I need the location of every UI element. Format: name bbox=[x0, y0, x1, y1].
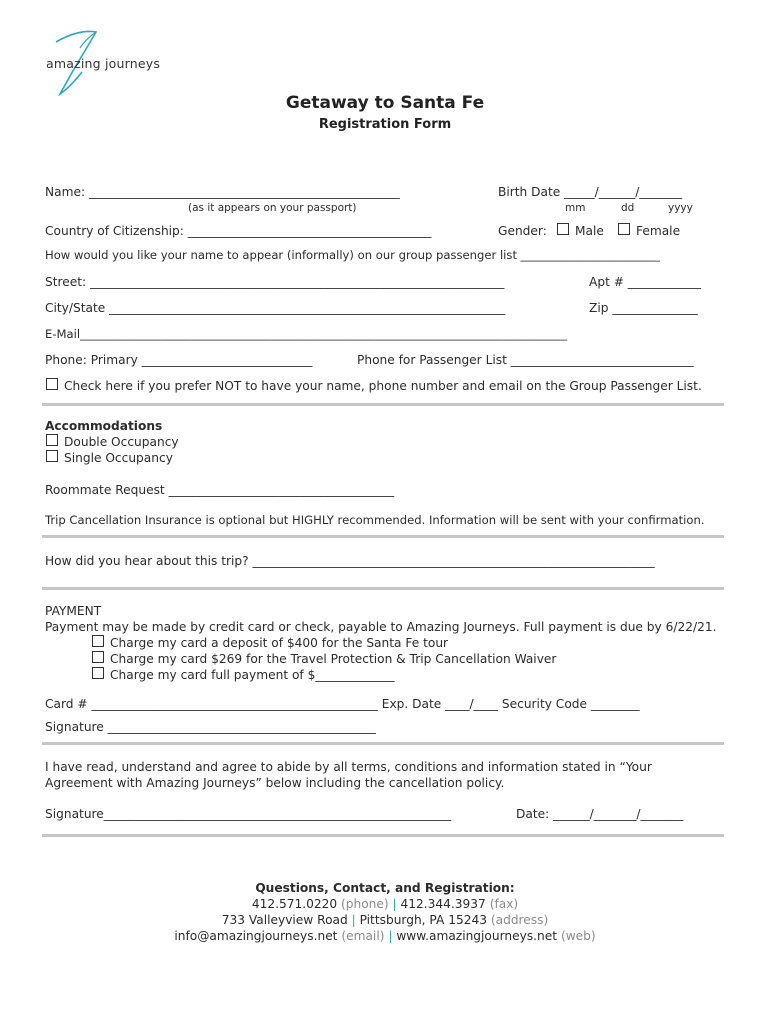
phone-primary-field[interactable]: Phone: Primary ____________________________ bbox=[45, 353, 313, 367]
footer-web[interactable]: www.amazingjourneys.net bbox=[396, 929, 558, 943]
divider bbox=[42, 742, 724, 745]
zip-field[interactable]: Zip ______________ bbox=[589, 301, 698, 315]
optout-checkbox[interactable] bbox=[46, 378, 58, 390]
footer-fax-tag: (fax) bbox=[489, 897, 519, 911]
agreement-line-1: I have read, understand and agree to abide by all terms, conditions and information stated in “Your bbox=[45, 760, 652, 774]
divider bbox=[42, 403, 724, 406]
full-payment-checkbox[interactable] bbox=[92, 667, 104, 679]
gender-male-label: Male bbox=[575, 224, 604, 238]
citizenship-field[interactable]: Country of Citizenship: ________________________________________ bbox=[45, 224, 432, 238]
footer-fax: 412.344.3937 bbox=[400, 897, 486, 911]
logo-text: amazing journeys bbox=[46, 56, 161, 71]
footer-heading: Questions, Contact, and Registration: bbox=[255, 881, 515, 895]
divider bbox=[42, 535, 724, 538]
hear-about-field[interactable]: How did you hear about this trip? __________________________________________________________________ bbox=[45, 554, 655, 568]
waiver-label: Charge my card $269 for the Travel Protection & Trip Cancellation Waiver bbox=[110, 652, 557, 666]
double-occupancy-checkbox[interactable] bbox=[46, 434, 58, 446]
street-field[interactable]: Street: ____________________________________________________________________ bbox=[45, 275, 505, 289]
footer-address-tag: (address) bbox=[490, 913, 549, 927]
footer-street: 733 Valleyview Road bbox=[221, 913, 348, 927]
waiver-checkbox[interactable] bbox=[92, 651, 104, 663]
agreement-date-field[interactable]: Date: ______/_______/_______ bbox=[516, 807, 684, 821]
divider bbox=[42, 587, 724, 590]
double-occupancy-label: Double Occupancy bbox=[64, 435, 179, 449]
accommodations-heading: Accommodations bbox=[45, 419, 163, 433]
page-subtitle: Registration Form bbox=[318, 117, 452, 132]
footer-phone[interactable]: 412.571.0220 bbox=[251, 897, 338, 911]
logo bbox=[44, 26, 161, 98]
birth-date-field[interactable]: Birth Date _____/______/_______ bbox=[498, 185, 683, 199]
footer-address-line bbox=[0, 913, 770, 927]
gender-female-checkbox[interactable] bbox=[618, 223, 630, 235]
informal-name-field[interactable]: How would you like your name to appear (informally) on our group passenger list ________________________ bbox=[45, 248, 660, 262]
footer-separator: | bbox=[351, 913, 356, 927]
deposit-label: Charge my card a deposit of $400 for the Santa Fe tour bbox=[110, 636, 449, 650]
divider bbox=[42, 834, 724, 837]
footer-email[interactable]: info@amazingjourneys.net bbox=[174, 929, 338, 943]
city-state-field[interactable]: City/State _________________________________________________________________ bbox=[45, 301, 506, 315]
birth-date-yyyy: yyyy bbox=[668, 202, 693, 214]
single-occupancy-label: Single Occupancy bbox=[64, 451, 173, 465]
deposit-checkbox[interactable] bbox=[92, 635, 104, 647]
agreement-signature-field[interactable]: Signature_________________________________________________________ bbox=[45, 807, 452, 821]
optout-label: Check here if you prefer NOT to have your name, phone number and email on the Group Passenger List. bbox=[64, 379, 702, 393]
gender-label: Gender: bbox=[498, 224, 547, 238]
birth-date-dd: dd bbox=[621, 202, 635, 214]
footer-separator: | bbox=[388, 929, 393, 943]
footer-city: Pittsburgh, PA 15243 bbox=[359, 913, 487, 927]
footer-web-tag: (web) bbox=[560, 929, 596, 943]
footer-web-line bbox=[0, 929, 770, 943]
footer-separator: | bbox=[392, 897, 397, 911]
insurance-note: Trip Cancellation Insurance is optional but HIGHLY recommended. Information will be sent with your confirmation. bbox=[45, 513, 705, 527]
full-payment-label[interactable]: Charge my card full payment of $_____________ bbox=[110, 668, 395, 682]
payment-signature-field[interactable]: Signature ____________________________________________ bbox=[45, 720, 376, 734]
card-field[interactable]: Card # _______________________________________________ Exp. Date ____/____ Security Code ________ bbox=[45, 697, 640, 711]
gender-female-label: Female bbox=[636, 224, 681, 238]
name-field[interactable]: Name: ___________________________________________________ bbox=[45, 185, 400, 199]
footer-email-tag: (email) bbox=[341, 929, 385, 943]
single-occupancy-checkbox[interactable] bbox=[46, 450, 58, 462]
email-field[interactable]: E-Mail____________________________________________________________________________________ bbox=[45, 327, 567, 341]
footer-phone-line bbox=[0, 897, 770, 911]
agreement-line-2: Agreement with Amazing Journeys” below including the cancellation policy. bbox=[45, 776, 505, 790]
phone-passenger-field[interactable]: Phone for Passenger List ______________________________ bbox=[357, 353, 694, 367]
payment-heading: PAYMENT bbox=[45, 604, 102, 618]
roommate-request-field[interactable]: Roommate Request _____________________________________ bbox=[45, 483, 395, 497]
apt-field[interactable]: Apt # ____________ bbox=[589, 275, 701, 289]
page-title: Getaway to Santa Fe bbox=[285, 93, 485, 113]
birth-date-mm: mm bbox=[565, 202, 586, 214]
gender-male-checkbox[interactable] bbox=[557, 223, 569, 235]
payment-note: Payment may be made by credit card or check, payable to Amazing Journeys. Full payment is due by 6/22/21. bbox=[45, 620, 717, 634]
footer-phone-tag: (phone) bbox=[341, 897, 389, 911]
name-hint: (as it appears on your passport) bbox=[188, 202, 357, 214]
